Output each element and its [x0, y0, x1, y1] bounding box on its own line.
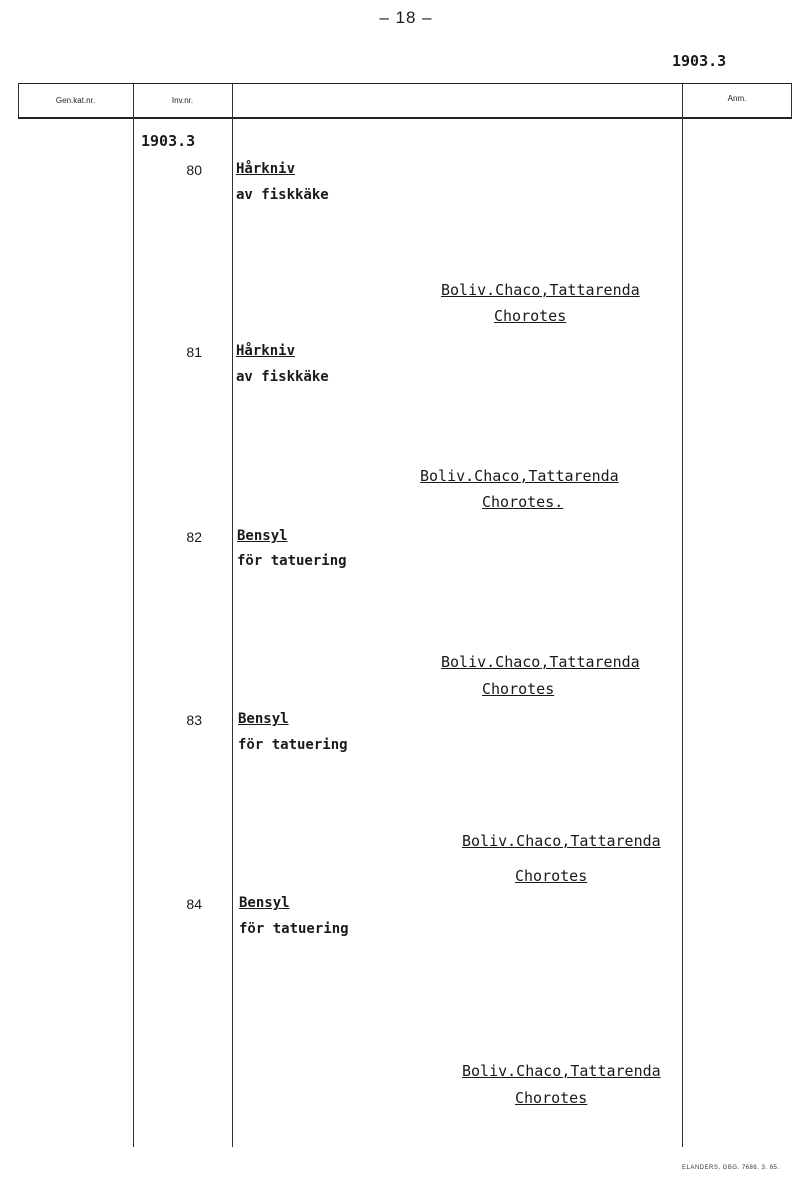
inv-number: 80 [186, 162, 202, 178]
inv-number: 83 [186, 712, 202, 728]
series-marker: 1903.3 [141, 132, 196, 150]
provenance-people: Chorotes [494, 307, 567, 325]
provenance-place: Boliv.Chaco,Tattarenda [462, 832, 661, 850]
provenance-place: Boliv.Chaco,Tattarenda [441, 281, 640, 299]
object-name: Bensyl [238, 711, 289, 727]
column-rule-description [682, 83, 683, 1147]
page-number: – 18 – [379, 8, 433, 27]
provenance-place: Boliv.Chaco,Tattarenda [441, 653, 640, 671]
object-description: av fiskkäke [236, 187, 329, 203]
printer-mark: ELANDERS, GBG. 7686. 3. 65. [682, 1165, 780, 1171]
header-inv: Inv.nr. [171, 96, 194, 105]
column-rule-inv [232, 83, 233, 1147]
table-top-rule [18, 83, 792, 84]
header-gen-kat: Gen.kat.nr. [55, 96, 96, 105]
provenance-people: Chorotes [515, 1089, 588, 1107]
provenance-people: Chorotes [515, 867, 588, 885]
provenance-people: Chorotes [482, 680, 555, 698]
inv-number: 81 [186, 344, 202, 360]
series-number-top: 1903.3 [672, 52, 727, 70]
inv-number: 82 [186, 529, 202, 545]
object-description: för tatuering [237, 553, 347, 569]
object-name: Hårkniv [236, 343, 296, 359]
object-name: Bensyl [237, 528, 288, 544]
object-description: för tatuering [238, 737, 348, 753]
object-name: Bensyl [239, 895, 290, 911]
object-description: för tatuering [239, 921, 349, 937]
provenance-place: Boliv.Chaco,Tattarenda [462, 1062, 661, 1080]
provenance-place: Boliv.Chaco,Tattarenda [420, 467, 619, 485]
inv-number: 84 [186, 896, 202, 912]
object-description: av fiskkäke [236, 369, 329, 385]
header-anm: Anm. [727, 94, 747, 103]
provenance-people: Chorotes. [482, 493, 564, 511]
header-bottom-rule [18, 117, 792, 119]
object-name: Hårkniv [236, 161, 296, 177]
column-rule-gen-kat [133, 83, 134, 1147]
